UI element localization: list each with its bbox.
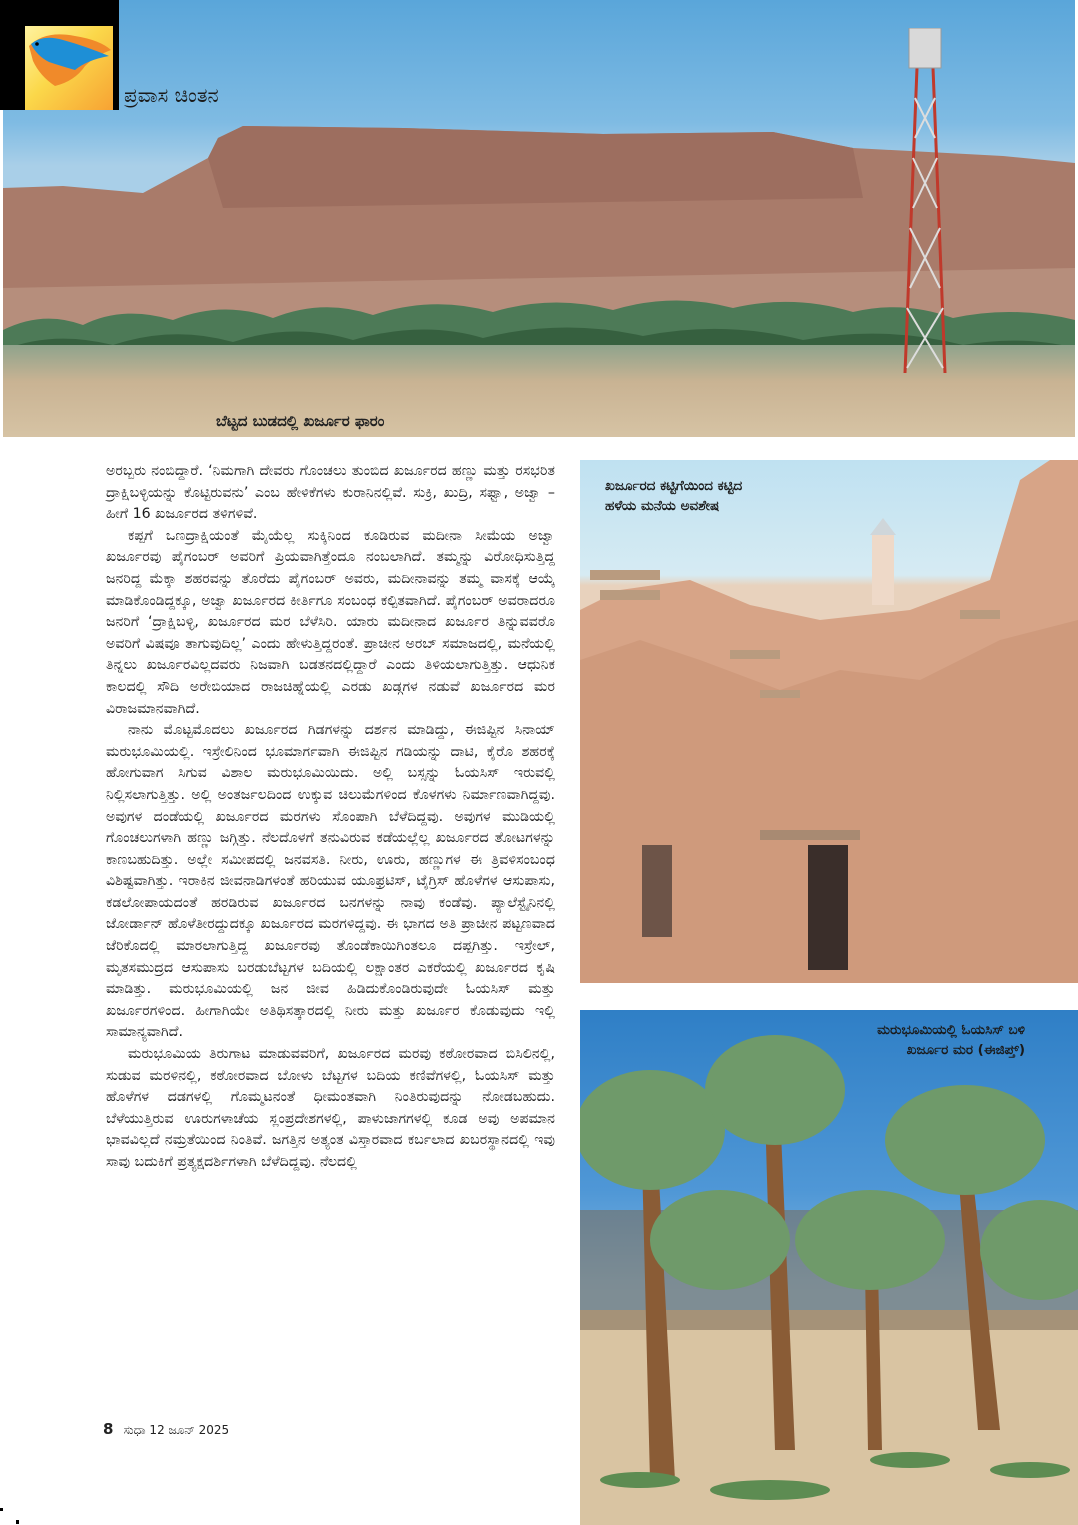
page-number: 8 — [103, 1420, 114, 1438]
caption-line: ಹಳೆಯ ಮನೆಯ ಅವಶೇಷ — [605, 498, 720, 514]
article-paragraph: ಮರುಭೂಮಿಯ ತಿರುಗಾಟ ಮಾಡುವವರಿಗೆ, ಖರ್ಜೂರದ ಮರವು ಕಠೋರವಾದ ಬಿಸಿಲಿನಲ್ಲಿ, ಸುಡುವ ಮರಳಿನಲ್ಲಿ, ಕಠೋರವಾದ ಬೋಳು ಬೆಟ್ಟಗಳ ಬದಿಯ ಕಣಿವೆಗಳಲ್ಲಿ, ಓಯಸಿಸ್ ಮತ್ತು ಹೊಳೆಗಳ ದಡಗಳಲ್ಲಿ ಗೊಮ್ಮಟನಂತೆ ಧೀಮಂತವಾಗಿ ನಿಂತಿರುವುದನ್ನು ನೋಡಬಹುದು. ಬೆಳೆಯುತ್ತಿರುವ ಊರುಗಳಾಚೆಯ ಸ್ಲಂಪ್ರದೇಶಗಳಲ್ಲಿ, ಪಾಳುಜಾಗಗಳಲ್ಲಿ ಕೂಡ ಅವು ಅಪಮಾನ ಭಾವವಿಲ್ಲದೆ ನಮ್ರತೆಯಿಂದ ನಿಂತಿವೆ. ಜಗತ್ತಿನ ಅತ್ಯಂತ ವಿಸ್ತಾರವಾದ ಕರ್ಬಲಾದ ಖಬರಸ್ಥಾನದಲ್ಲಿ ಇವು ಸಾವು ಬದುಕಿಗೆ ಪ್ರತ್ಯಕ್ಷದರ್ಶಿಗಳಾಗಿ ಬೆಳೆದಿದ್ದವು. ನೆಲದಲ್ಲಿ — [106, 1046, 555, 1170]
date-palms-caption — [877, 1020, 1025, 1060]
magazine-logo — [0, 0, 119, 110]
date-palms-photo — [580, 1010, 1078, 1525]
section-title: ಪ್ರವಾಸ ಚಿಂತನ — [124, 83, 219, 107]
hero-photo-caption: ಬೆಟ್ಟದ ಬುಡದಲ್ಲಿ ಖರ್ಜೂರ ಫಾರಂ — [216, 412, 385, 430]
caption-line: ಮರುಭೂಮಿಯಲ್ಲಿ ಓಯಸಿಸ್ ಬಳಿ — [877, 1022, 1025, 1038]
date-palms-illustration — [580, 1010, 1078, 1525]
article-paragraph: ನಾನು ಮೊಟ್ಟಮೊದಲು ಖರ್ಜೂರದ ಗಿಡಗಳನ್ನು ದರ್ಶನ ಮಾಡಿದ್ದು, ಈಜಿಪ್ಟಿನ ಸಿನಾಯ್ ಮರುಭೂಮಿಯಲ್ಲಿ. ಇಸ್ರೇಲಿನಿಂದ ಭೂಮಾರ್ಗವಾಗಿ ಈಜಿಪ್ಟಿನ ಗಡಿಯನ್ನು ದಾಟಿ, ಕೈರೊ ಶಹರಕ್ಕೆ ಹೋಗುವಾಗ ಸಿಗುವ ವಿಶಾಲ ಮರುಭೂಮಿಯಿದು. ಅಲ್ಲಿ ಬಸ್ಸನ್ನು ಓಯಸಿಸ್ ಇರುವಲ್ಲಿ ನಿಲ್ಲಿಸಲಾಗುತ್ತಿತ್ತು. ಅಲ್ಲಿ ಅಂತರ್ಜಲದಿಂದ ಉಕ್ಕುವ ಚಿಲುಮೆಗಳಿಂದ ಕೊಳಗಳು ನಿರ್ಮಾಣವಾಗಿದ್ದವು. ಅವುಗಳ ದಂಡೆಯಲ್ಲಿ ಖರ್ಜೂರದ ಮರಗಳು ಸೊಂಪಾಗಿ ಬೆಳೆದಿದ್ದವು. ಅವುಗಳ ಮುಡಿಯಲ್ಲಿ ಗೊಂಚಲುಗಳಾಗಿ ಹಣ್ಣು ಜಗ್ಗಿತ್ತು. ನೆಲದೊಳಗೆ ತನುವಿರುವ ಕಡೆಯಲ್ಲೆಲ್ಲ ಖರ್ಜೂರದ ತೋಟಗಳನ್ನು ಕಾಣಬಹುದಿತ್ತು. ಅಲ್ಲೇ ಸಮೀಪದಲ್ಲಿ ಜನವಸತಿ. ನೀರು, ಊರು, ಹಣ್ಣುಗಳ ಈ ತ್ರಿವಳಿಸಂಬಂಧ ವಿಶಿಷ್ಟವಾಗಿತ್ತು. ಇರಾಕಿನ ಜೀವನಾಡಿಗಳಂತೆ ಹರಿಯುವ ಯೂಫ್ರಟಿಸ್, ಟೈಗ್ರಿಸ್ ಹೊಳೆಗಳ ಆಸುಪಾಸು, ಕಡಲೋಪಾಯದಂತೆ ಹರಡಿರುವ ಖರ್ಜೂರದ ಬನಗಳನ್ನು ನಾವು ಕಂಡೆವು. ಪ್ಯಾಲೆಸ್ಟೈನಿನಲ್ಲಿ ಜೋರ್ಡಾನ್ ಹೊಳೆತೀರದ್ದುದಕ್ಕೂ ಖರ್ಜೂರದ ಮರಗಳಿದ್ದವು. ಈ ಭಾಗದ ಅತಿ ಪ್ರಾಚೀನ ಪಟ್ಟಣವಾದ ಜೆರಿಕೊದಲ್ಲಿ ಮಾರಲಾಗುತ್ತಿದ್ದ ಖರ್ಜೂರವು ತೊಂಡೆಕಾಯಿಗಿಂತಲೂ ದಪ್ಪಗಿತ್ತು. ಇಸ್ರೇಲ್, ಮೃತಸಮುದ್ರದ ಆಸುಪಾಸು ಬರಡುಬೆಟ್ಟಗಳ ಬದಿಯಲ್ಲಿ ಲಕ್ಷಾಂತರ ಎಕರೆಯಲ್ಲಿ ಖರ್ಜೂರದ ಕೃಷಿ ಮಾಡಿತ್ತು. ಮರುಭೂಮಿಯಲ್ಲಿ ಜನ ಜೀವ ಹಿಡಿದುಕೊಂಡಿರುವುದೇ ಓಯಸಿಸ್ ಮತ್ತು ಖರ್ಜೂರಗಳಿಂದ. ಹೀಗಾಗಿಯೇ ಅತಿಥಿಸತ್ಕಾರದಲ್ಲಿ ನೀರು ಮತ್ತು ಖರ್ಜೂರ ಕೊಡುವುದು ಇಲ್ಲಿ ಸಾಮಾನ್ಯವಾಗಿದೆ. — [106, 722, 555, 1041]
publication-date: ಸುಧಾ 12 ಜೂನ್ 2025 — [123, 1423, 230, 1437]
caption-line: ಖರ್ಜೂರ ಮರ (ಈಜಿಪ್ತ್) — [906, 1042, 1025, 1058]
article-paragraph: ಅರಬ್ಬರು ನಂಬಿದ್ದಾರೆ. ‘ನಿಮಗಾಗಿ ದೇವರು ಗೊಂಚಲು ತುಂಬಿದ ಖರ್ಜೂರದ ಹಣ್ಣು ಮತ್ತು ರಸಭರಿತ ದ್ರಾಕ್ಷಿಬಳ್ಳಿಯನ್ನು ಕೊಟ್ಟಿರುವನು’ ಎಂಬ ಹೇಳಿಕೆಗಳು ಕುರಾನಿನಲ್ಲಿವೆ. ಸುಕ್ರಿ, ಖುದ್ರಿ, ಸಫ್ವಾ, ಅಜ್ವಾ – ಹೀಗೆ 16 ಖರ್ಜೂರದ ತಳಿಗಳಿವೆ. — [106, 463, 555, 523]
bird-wing-icon — [25, 26, 113, 110]
hero-photo — [3, 0, 1075, 437]
article-paragraph: ಕಪ್ಪಗೆ ಒಣದ್ರಾಕ್ಷಿಯಂತೆ ಮೈಯೆಲ್ಲ ಸುಕ್ಕಿನಿಂದ ಕೂಡಿರುವ ಮದೀನಾ ಸೀಮೆಯ ಅಜ್ವಾ ಖರ್ಜೂರವು ಪೈಗಂಬರ್ ಅವರಿಗೆ ಪ್ರಿಯವಾಗಿತ್ತೆಂದೂ ನಂಬಲಾಗಿದೆ. ತಮ್ಮನ್ನು ವಿರೋಧಿಸುತ್ತಿದ್ದ ಜನರಿದ್ದ ಮೆಕ್ಕಾ ಶಹರವನ್ನು ತೊರೆದು ಪೈಗಂಬರ್ ಅವರು, ಮದೀನಾವನ್ನು ತಮ್ಮ ವಾಸಕ್ಕೆ ಆಯ್ಕೆ ಮಾಡಿಕೊಂಡಿದ್ದಕ್ಕೂ, ಅಜ್ವಾ ಖರ್ಜೂರದ ಕೀರ್ತಿಗೂ ಸಂಬಂಧ ಕಲ್ಪಿತವಾಗಿದೆ. ಪೈಗಂಬರ್ ಅವರಾದರೂ ಜನರಿಗೆ ‘ದ್ರಾಕ್ಷಿಬಳ್ಳಿ, ಖರ್ಜೂರದ ಮರ ಬೆಳೆಸಿರಿ. ಯಾರು ಮದೀನಾದ ಖರ್ಜೂರ ತಿನ್ನುವವರೊ ಅವರಿಗೆ ವಿಷವೂ ತಾಗುವುದಿಲ್ಲ’ ಎಂದು ಹೇಳುತ್ತಿದ್ದರಂತೆ. ಪ್ರಾಚೀನ ಅರಬ್ ಸಮಾಜದಲ್ಲಿ, ಮನೆಯಲ್ಲಿ ತಿನ್ನಲು ಖರ್ಜೂರವಿಲ್ಲದವರು ನಿಜವಾಗಿ ಬಡತನದಲ್ಲಿದ್ದಾರೆ ಎಂದು ತಿಳಿಯಲಾಗುತ್ತಿತ್ತು. ಆಧುನಿಕ ಕಾಲದಲ್ಲಿ ಸೌದಿ ಅರೇಬಿಯಾದ ರಾಜಚಿಹ್ನೆಯಲ್ಲಿ ಎರಡು ಖಡ್ಗಗಳ ನಡುವೆ ಖರ್ಜೂರದ ಮರ ವಿರಾಜಮಾನವಾಗಿದೆ. — [106, 527, 555, 717]
page-footer — [103, 1420, 229, 1438]
mud-house-photo — [580, 460, 1078, 983]
article-body — [106, 461, 555, 1174]
caption-line: ಖರ್ಜೂರದ ಕಟ್ಟಿಗೆಯಿಂದ ಕಟ್ಟಿದ — [605, 478, 743, 494]
crop-mark — [0, 1508, 3, 1511]
crop-mark — [16, 1520, 19, 1524]
mud-house-illustration — [580, 460, 1078, 983]
mud-house-caption — [605, 476, 742, 516]
telecom-tower-illustration — [895, 28, 955, 378]
